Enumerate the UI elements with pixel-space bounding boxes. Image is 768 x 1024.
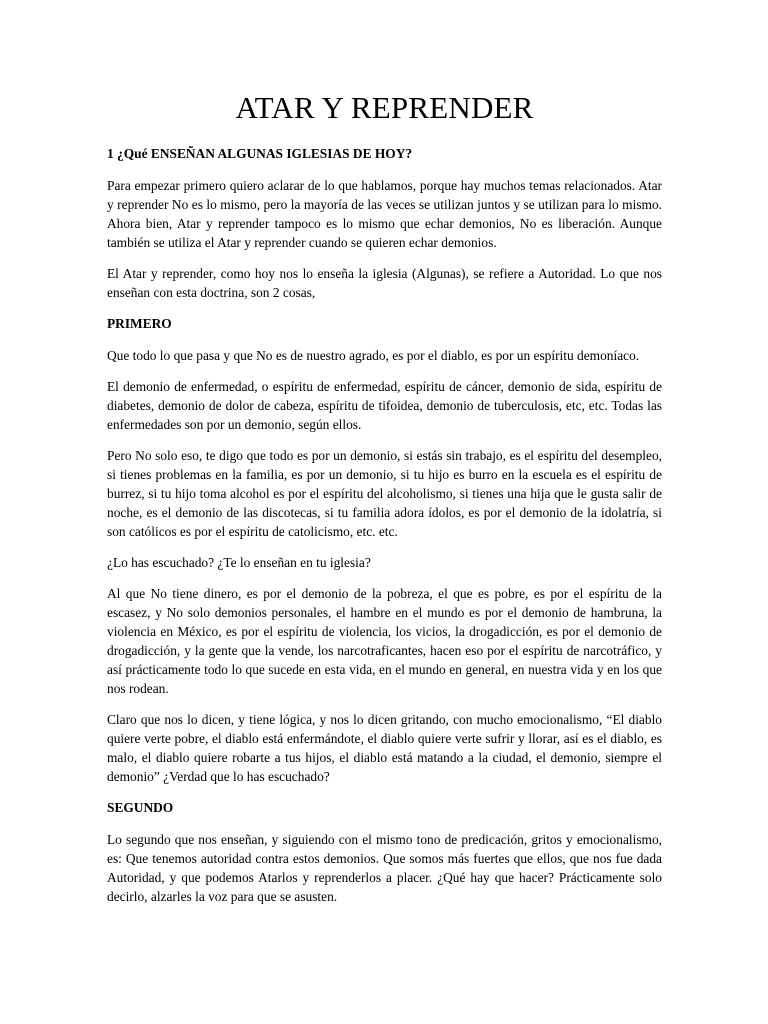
paragraph-1: Para empezar primero quiero aclarar de lo que hablamos, porque hay muchos temas relacionados. Atar y reprender No es lo mismo, pero la mayoría de las veces se utilizan juntos y se utilizan para lo mismo. Ahora bien, Atar y reprender tampoco es lo mismo que echar demonios, No es liberación. Aunque también se utiliza el Atar y reprender cuando se quieren echar demonios. [107,178,662,250]
heading-primero: PRIMERO [107,316,172,331]
paragraph-9: Lo segundo que nos enseñan, y siguiendo con el mismo tono de predicación, gritos y emocionalismo, es: Que tenemos autoridad contra estos demonios. Que somos más fuertes que ellos, que nos fue dada Autoridad, y que podemos Atarlos y reprenderlos a placer. ¿Qué hay que hacer? Prácticamente solo decirlo, alzarles la voz para que se asusten. [107,832,662,904]
paragraph-5: Pero No solo eso, te digo que todo es por un demonio, si estás sin trabajo, es el espíritu del desempleo, si tienes problemas en la familia, es por un demonio, si tu hijo es burro en la escuela es el espíritu de burrez, si tu hijo toma alcohol es por el espíritu del alcoholismo, si tienes una hija que le gusta salir de noche, es el demonio de las discotecas, si tu familia adora ídolos, es por el demonio de la idolatría, si son católicos es por el espíritu de catolicismo, etc. etc. [107,448,662,539]
paragraph-6: ¿Lo has escuchado? ¿Te lo enseñan en tu iglesia? [107,555,371,570]
document-page [107,88,662,918]
heading-segundo: SEGUNDO [107,800,174,815]
paragraph-8: Claro que nos lo dicen, y tiene lógica, y nos lo dicen gritando, con mucho emocionalismo, “El diablo quiere verte pobre, el diablo está enfermándote, el diablo quiere verte sufrir y llorar, así es el diablo, es malo, el diablo quiere robarte a tus hijos, el diablo está matando a la ciudad, el demonio, siempre el demonio” ¿Verdad que lo has escuchado? [107,712,662,784]
document-title: ATAR Y REPRENDER [235,90,534,125]
paragraph-2: El Atar y reprender, como hoy nos lo enseña la iglesia (Algunas), se refiere a Autoridad. Lo que nos enseñan con esta doctrina, son 2 cosas, [107,266,662,300]
paragraph-3: Que todo lo que pasa y que No es de nuestro agrado, es por el diablo, es por un espíritu demoníaco. [107,348,640,363]
paragraph-7: Al que No tiene dinero, es por el demonio de la pobreza, el que es pobre, es por el espíritu de la escasez, y No solo demonios personales, el hambre en el mundo es por el demonio de hambruna, la violencia en México, es por el espíritu de violencia, los vicios, la drogadicción, es por el demonio de drogadicción, y la gente que la vende, los narcotraficantes, hacen eso por el espíritu de narcotráfico, y así prácticamente todo lo que sucede en esta vida, en el mundo en general, en nuestra vida y en los que nos rodean. [107,586,662,696]
section-heading-1: 1 ¿Qué ENSEÑAN ALGUNAS IGLESIAS DE HOY? [107,146,413,161]
paragraph-4: El demonio de enfermedad, o espíritu de enfermedad, espíritu de cáncer, demonio de sida, espíritu de diabetes, demonio de dolor de cabeza, espíritu de tifoidea, demonio de tuberculosis, etc, etc. Todas las enfermedades son por un demonio, según ellos. [107,379,662,432]
